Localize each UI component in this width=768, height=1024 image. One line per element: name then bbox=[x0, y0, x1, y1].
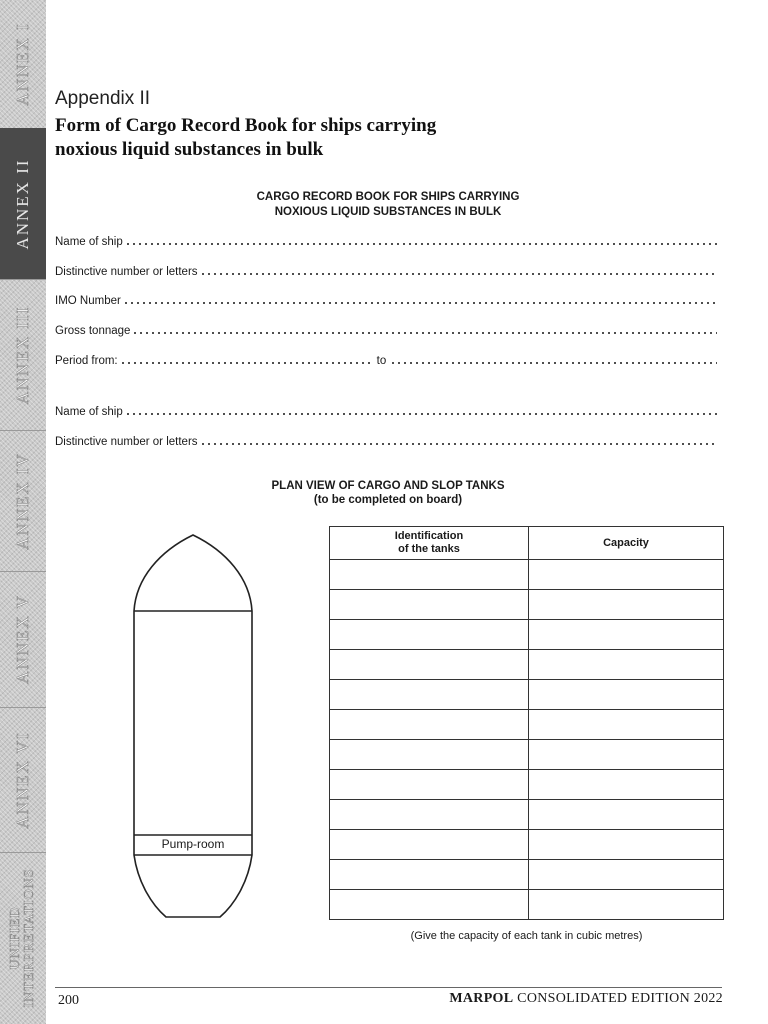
plan-view-heading-line2: (to be completed on board) bbox=[313, 494, 463, 506]
table-row bbox=[330, 710, 724, 740]
table-row bbox=[330, 590, 724, 620]
tab-unified-interpretations[interactable] bbox=[0, 852, 46, 1024]
record-book-heading bbox=[55, 190, 721, 220]
field-gross-tonnage-label: Gross tonnage bbox=[55, 325, 131, 337]
table-row bbox=[330, 860, 724, 890]
tank-capacity-cell[interactable] bbox=[529, 830, 724, 860]
tab-annex-vi-label: ANNEX VI bbox=[13, 730, 32, 829]
pump-room-label: Pump-room bbox=[161, 837, 225, 851]
tank-capacity-table bbox=[329, 526, 724, 920]
dotted-leader bbox=[132, 332, 717, 334]
field-distinctive-number-2[interactable] bbox=[55, 434, 718, 448]
dotted-leader bbox=[125, 243, 717, 245]
dotted-leader bbox=[120, 362, 374, 364]
dotted-leader bbox=[390, 362, 717, 364]
tank-identification-cell[interactable] bbox=[330, 680, 529, 710]
tank-capacity-cell[interactable] bbox=[529, 620, 724, 650]
tab-annex-v-label: ANNEX V bbox=[13, 594, 32, 684]
tank-capacity-cell[interactable] bbox=[529, 710, 724, 740]
field-period-to-label: to bbox=[376, 355, 387, 367]
field-name-of-ship-2[interactable] bbox=[55, 404, 718, 418]
tank-capacity-cell[interactable] bbox=[529, 590, 724, 620]
dotted-leader bbox=[123, 302, 717, 304]
table-row bbox=[330, 890, 724, 920]
table-row bbox=[330, 770, 724, 800]
edition-label bbox=[449, 991, 723, 1007]
plan-view-heading bbox=[55, 479, 721, 507]
ship-plan-outline bbox=[130, 533, 256, 920]
field-name-of-ship-label: Name of ship bbox=[55, 236, 123, 248]
field-distinctive-number[interactable] bbox=[55, 264, 718, 278]
record-book-heading-line1: CARGO RECORD BOOK FOR SHIPS CARRYING bbox=[256, 191, 520, 203]
tab-unified-interpretations-label: UNIFIED INTERPRETATIONS bbox=[8, 868, 37, 1008]
field-distinctive-number-2-label: Distinctive number or letters bbox=[55, 436, 198, 448]
tank-capacity-cell[interactable] bbox=[529, 650, 724, 680]
page-number: 200 bbox=[58, 993, 79, 1008]
tank-identification-cell[interactable] bbox=[330, 800, 529, 830]
tank-capacity-cell[interactable] bbox=[529, 560, 724, 590]
tab-annex-i[interactable] bbox=[0, 0, 46, 129]
column-header-identification: Identification of the tanks bbox=[330, 527, 529, 560]
tank-capacity-cell[interactable] bbox=[529, 680, 724, 710]
table-row bbox=[330, 680, 724, 710]
tank-identification-cell[interactable] bbox=[330, 620, 529, 650]
tab-annex-iv-label: ANNEX IV bbox=[13, 451, 32, 550]
table-row bbox=[330, 560, 724, 590]
tank-identification-cell[interactable] bbox=[330, 590, 529, 620]
tank-identification-cell[interactable] bbox=[330, 650, 529, 680]
ship-hull-drawing bbox=[130, 533, 256, 920]
table-header-row bbox=[330, 527, 724, 560]
tank-capacity-cell[interactable] bbox=[529, 800, 724, 830]
field-name-of-ship[interactable] bbox=[55, 234, 718, 248]
tank-table-body bbox=[330, 560, 724, 920]
tank-capacity-cell[interactable] bbox=[529, 770, 724, 800]
tab-annex-ii-label: ANNEX II bbox=[13, 157, 32, 250]
appendix-title: Appendix II bbox=[55, 88, 151, 109]
tank-capacity-cell[interactable] bbox=[529, 890, 724, 920]
tank-identification-cell[interactable] bbox=[330, 890, 529, 920]
tab-annex-i-label: ANNEX I bbox=[13, 22, 32, 106]
table-row bbox=[330, 830, 724, 860]
dotted-leader bbox=[200, 443, 717, 445]
tab-annex-vi[interactable] bbox=[0, 707, 46, 853]
tab-annex-iii[interactable] bbox=[0, 279, 46, 431]
field-gross-tonnage[interactable] bbox=[55, 323, 718, 337]
tab-annex-iv[interactable] bbox=[0, 430, 46, 572]
tank-capacity-cell[interactable] bbox=[529, 860, 724, 890]
field-name-of-ship-2-label: Name of ship bbox=[55, 406, 123, 418]
tank-identification-cell[interactable] bbox=[330, 770, 529, 800]
field-distinctive-number-label: Distinctive number or letters bbox=[55, 266, 198, 278]
form-title: Form of Cargo Record Book for ships carrying noxious liquid substances in bulk bbox=[55, 115, 437, 160]
tab-annex-ii[interactable] bbox=[0, 128, 46, 280]
tank-identification-cell[interactable] bbox=[330, 560, 529, 590]
record-book-heading-line2: NOXIOUS LIQUID SUBSTANCES IN BULK bbox=[274, 206, 502, 218]
table-row bbox=[330, 800, 724, 830]
capacity-note: (Give the capacity of each tank in cubic metres) bbox=[410, 930, 643, 942]
edition-bold: MARPOL bbox=[449, 991, 514, 1006]
table-row bbox=[330, 740, 724, 770]
plan-view-heading-line1: PLAN VIEW OF CARGO AND SLOP TANKS bbox=[271, 480, 505, 492]
tab-annex-iii-label: ANNEX III bbox=[13, 305, 32, 404]
dotted-leader bbox=[125, 413, 717, 415]
tank-capacity-cell[interactable] bbox=[529, 740, 724, 770]
tab-annex-v[interactable] bbox=[0, 571, 46, 708]
edition-rest: CONSOLIDATED EDITION 2022 bbox=[513, 991, 723, 1006]
tank-identification-cell[interactable] bbox=[330, 860, 529, 890]
column-header-capacity: Capacity bbox=[529, 527, 724, 560]
field-imo-number[interactable] bbox=[55, 293, 718, 307]
annex-tab-strip bbox=[0, 0, 46, 1024]
field-imo-number-label: IMO Number bbox=[55, 295, 121, 307]
tank-identification-cell[interactable] bbox=[330, 710, 529, 740]
footer-rule bbox=[55, 987, 722, 988]
table-row bbox=[330, 620, 724, 650]
field-period-from-label: Period from: bbox=[55, 355, 118, 367]
dotted-leader bbox=[200, 273, 717, 275]
tank-identification-cell[interactable] bbox=[330, 740, 529, 770]
table-row bbox=[330, 650, 724, 680]
tank-identification-cell[interactable] bbox=[330, 830, 529, 860]
field-period[interactable] bbox=[55, 353, 718, 367]
